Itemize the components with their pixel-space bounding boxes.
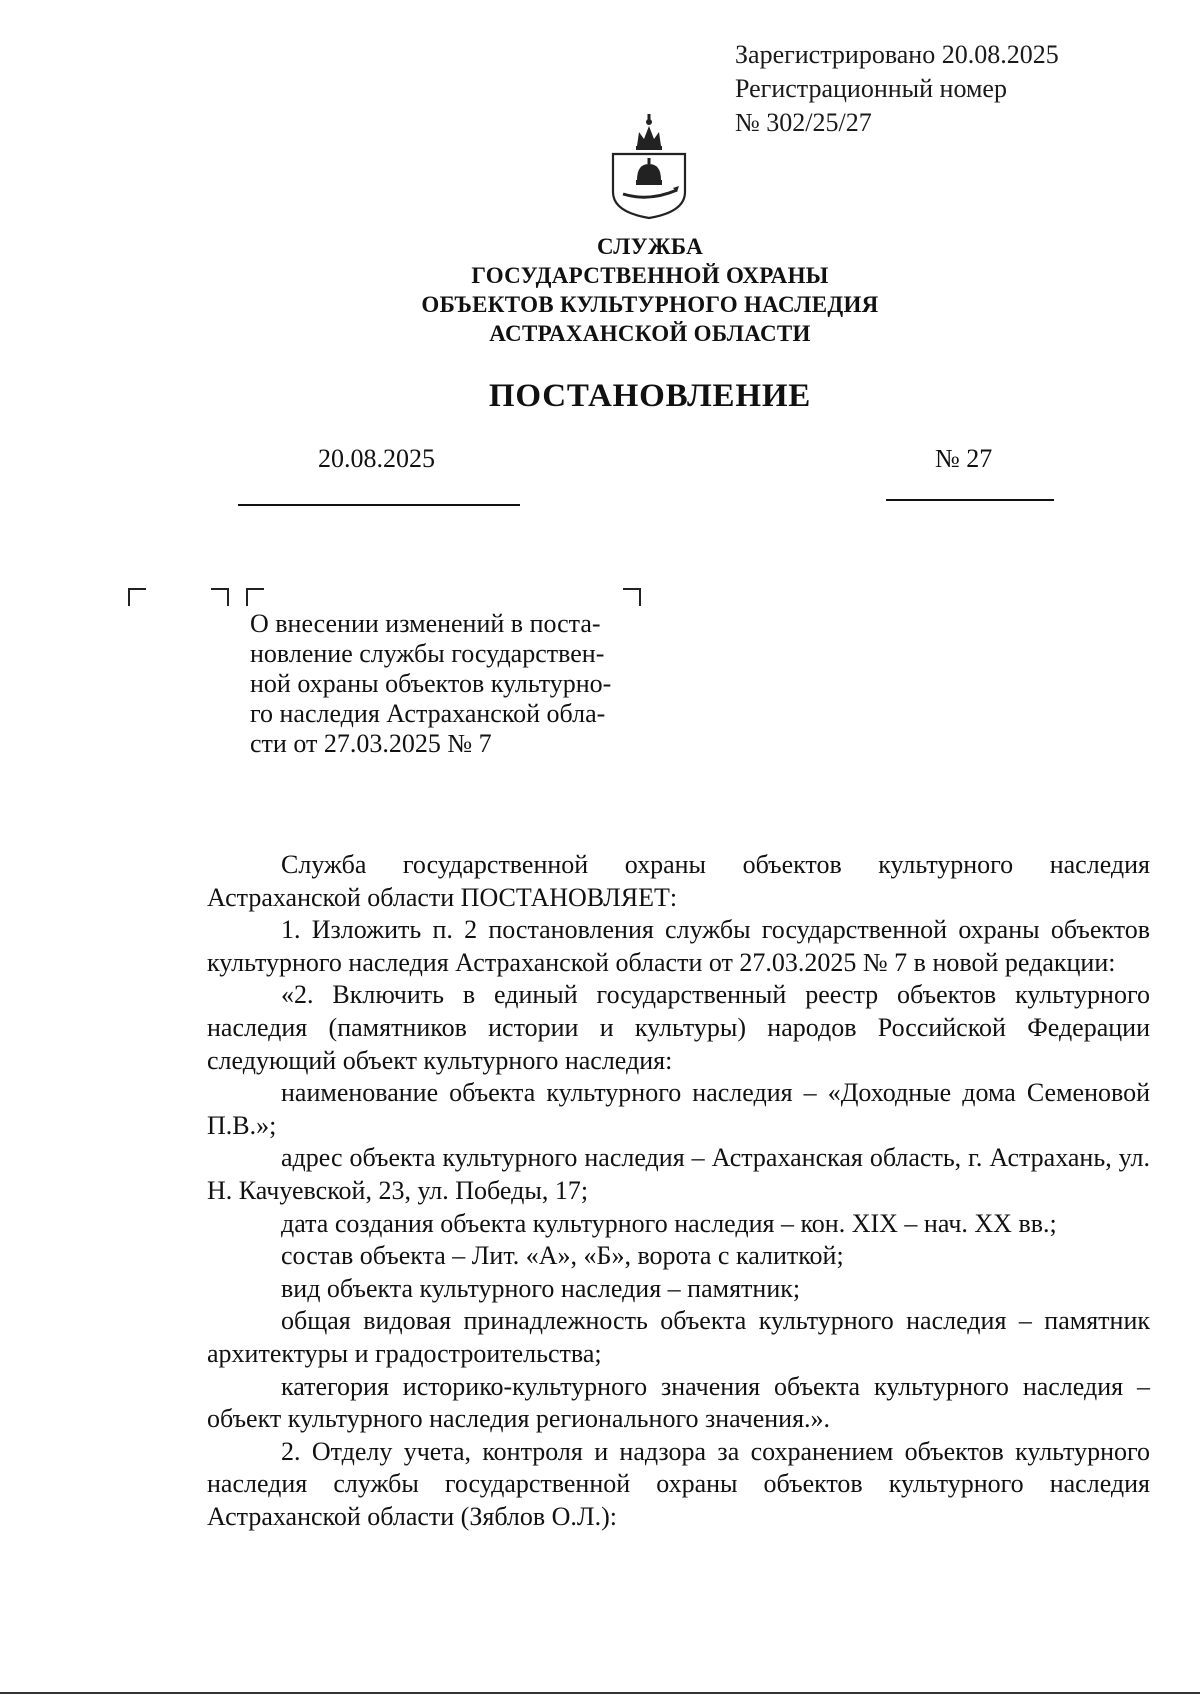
body-paragraph: 2. Отделу учета, контроля и надзора за сохранением объектов культурного наследия службы государственной охраны объектов культурного наследия Астраханской области (Зяблов О.Л.): [207,1436,1150,1531]
coat-of-arms-emblem [607,108,691,220]
body-paragraph: категория историко-культурного значения объекта культурного наследия – объект культурного наследия регионального значения.». [207,1371,1150,1434]
body-paragraph: адрес объекта культурного наследия – Астраханская область, г. Астрахань, ул. Н. Качуевской, 23, ул. Победы, 17; [207,1143,1150,1205]
organization-line-4: АСТРАХАНСКОЙ ОБЛАСТИ [489,321,811,346]
organization-line-3: ОБЪЕКТОВ КУЛЬТУРНОГО НАСЛЕДИЯ [421,292,879,317]
subject-line: сти от 27.03.2025 № 7 [250,729,492,758]
registration-stamp [735,38,1059,140]
subject-line: ной охраны объектов культурно- [250,669,612,698]
subject-line: го наследия Астраханской обла- [250,699,606,728]
subject-line: новление службы государствен- [250,639,605,668]
margin-corner-mark [128,588,146,606]
subject-line: О внесении изменений в поста- [250,609,601,638]
body-paragraph: «2. Включить в единый государственный реестр объектов культурного наследия (памятников истории и культуры) народов Российской Федерации следующий объект культурного наследия: [207,980,1150,1075]
body-paragraph: дата создания объекта культурного наследия – кон. XIX – нач. XX вв.; [281,1208,1057,1238]
body-paragraph: 1. Изложить п. 2 постановления службы государственной охраны объектов культурного наследия Астраханской области от 27.03.2025 № 7 в новой редакции: [207,915,1150,977]
registration-date-line: Зарегистрировано 20.08.2025 [735,40,1059,69]
body-paragraph: наименование объекта культурного наследия – «Доходные дома Семеновой П.В.»; [207,1078,1150,1140]
page-bottom-edge [0,1692,1200,1694]
body-paragraph: Служба государственной охраны объектов культурного наследия Астраханской области ПОСТАНОВЛЯЕТ: [207,850,1150,912]
document-number: № 27 [935,444,993,473]
body-paragraph: общая видовая принадлежность объекта культурного наследия – памятник архитектуры и градостроительства; [207,1306,1150,1368]
subject-corner-mark [246,588,264,606]
date-underline [238,504,520,506]
document-body [207,849,1150,1533]
body-paragraph: состав объекта – Лит. «А», «Б», ворота с калиткой; [281,1241,844,1271]
registration-number-label: Регистрационный номер [735,74,1007,103]
subject-corner-mark [623,588,641,606]
organization-line-2: ГОСУДАРСТВЕННОЙ ОХРАНЫ [471,263,829,288]
number-underline [886,499,1054,501]
body-paragraph: вид объекта культурного наследия – памятник; [281,1273,801,1303]
document-subject [250,609,650,759]
organization-name [0,232,1200,348]
margin-corner-mark [211,588,229,606]
document-type-title: ПОСТАНОВЛЕНИЕ [488,378,812,414]
registration-number: № 302/25/27 [735,108,872,137]
document-date: 20.08.2025 [318,444,435,473]
organization-line-1: СЛУЖБА [596,234,704,259]
